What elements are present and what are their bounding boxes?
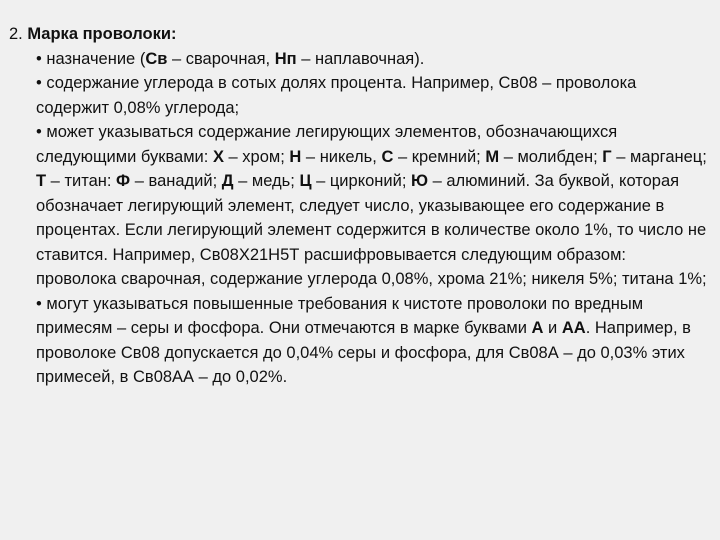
list-item-purpose: • назначение (Св – сварочная, Нп – наплавочная). (36, 49, 425, 68)
section-heading (9, 22, 709, 47)
section-number: 2. (9, 25, 28, 43)
list-item-purity: • могут указываться повышенные требования к чистоте проволоки по вредным примесям – серы и фосфора. Они отмечаются в марке буквами А и АА. Например, в проволоке Св08 допускается до 0,04% серы и фосфора, для Св08А – до 0,03% этих примесей, в Св08АА – до 0,02%. (36, 294, 691, 386)
slide-content (9, 22, 709, 390)
list-item-alloying: • может указываться содержание легирующих элементов, обозначающихся следующими буквами: Х – хром; Н – никель, С – кремний; М – молибден; Г – марганец; Т – титан: Ф – ванадий; Д – медь; Ц – цирконий; Ю – алюминий. За буквой, которая обозначает легирующий элемент, следует число, указывающее его содержание в процентах. Если легирующий элемент содержится в количестве около 1%, то число не ставится. Например, Св08Х21Н5Т расшифровывается следующим образом: проволока сварочная, содержание углерода 0,08%, хрома 21%; никеля 5%; титана 1%; (36, 123, 707, 288)
list-item-carbon: • содержание углерода в сотых долях процента. Например, Св08 – проволока содержит 0,08% углерода; (36, 74, 637, 117)
bullet-list (36, 47, 709, 390)
section-title: Марка проволоки: (27, 25, 177, 43)
